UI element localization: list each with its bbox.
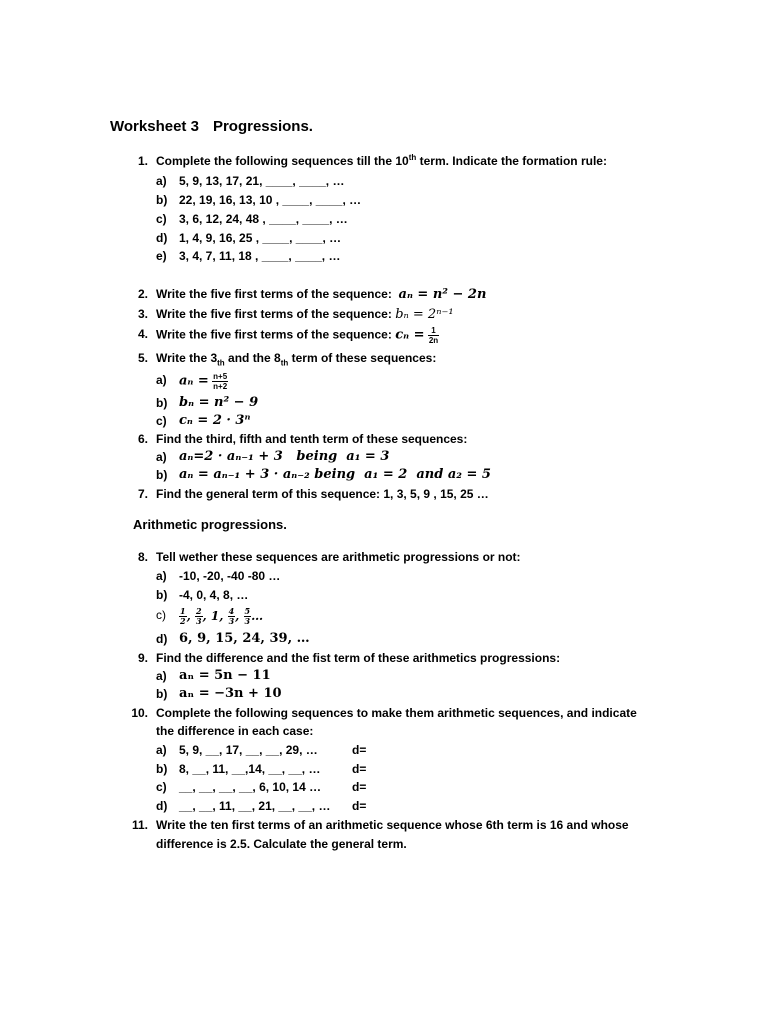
q4-fraction: $\frac{1}{2n}$ <box>428 326 439 345</box>
section-heading: Arithmetic progressions. <box>133 517 287 532</box>
page-title <box>110 118 313 135</box>
title-topic: Progressions. <box>212 118 313 135</box>
question-number: 1. <box>137 154 148 168</box>
q3-formula: bₙ = 2ⁿ⁻¹ <box>395 307 454 322</box>
q2-formula: aₙ = n² − 2n <box>398 287 487 302</box>
question-text: Complete the following sequences till the 10th term. Indicate the formation rule: <box>156 153 607 168</box>
worksheet-page: Worksheet 3 Progressions. 1. Complete the following sequences till the 10th term. Indicate the formation rule: a) 5, 9, 13, 17, 21, ____, ____, … b) 22, 19, 16, 13, 10 , ____, ____, … c) 3, 6, 12, 24, 48 , ____, ____, … d) 1, 4, 9, 16, 25 , ____, ____, … e) 3, 4, 7, 11, 18 , ____, ____, … 2. Write the five first terms of the sequence: aₙ = n² − 2n 3. Write the five first terms of the sequence: bₙ = 2ⁿ⁻¹ 4. Write the five first terms of the sequence: cₙ = $\frac{1}{2n}$ 5. Write the $3_{th}$ and the $8_{th}$ term of these sequences: a) aₙ = $\frac{n+5}{n+2}$ b) bₙ = n² − 9 c) cₙ = 2 · 3ⁿ 6. Find the third, fifth and tenth term of these sequences: a) aₙ=2 · aₙ₋₁ + 3 being a₁ = 3 b) aₙ = aₙ₋₁ + 3 · aₙ₋₂ being a₁ = 2 and a₂ = 5 7. Find the general term of this sequence: 1, 3, 5, 9 , 15, 25 … Arithmetic progressions. 8. Tell wether these sequences are arithmetic progressions or not: a) -10, -20, -40 -80 … b) -4, 0, 4, 8, … c) $\frac{1}{2}$ , $\frac{2}{3}$ , 1, $\frac{4}{3}$ , $\frac{5}{3}$ … d) 6, 9, 15, 24, 39, … 9. Find the difference and the fist term of these arithmetics progressions: a) aₙ = 5n − 11 b) aₙ = −3n + 10 10. Complete the following sequences to make them arithmetic sequences, and indicate the difference in each case: a) 5, 9, __, 17, __, __, 29, … d= b) 8, __, 11, __,14, __, __, … d= c) __, __, __, __, 6, 10, 14 … d= d) __, __, 11, __, 21, __, __, … d= 11. Write the ten first terms of an arithmetic sequence whose 6th term is 16 and whose difference is 2.5. Calculate the general term. <box>110 118 637 851</box>
title-worksheet: Worksheet 3 <box>110 118 199 135</box>
